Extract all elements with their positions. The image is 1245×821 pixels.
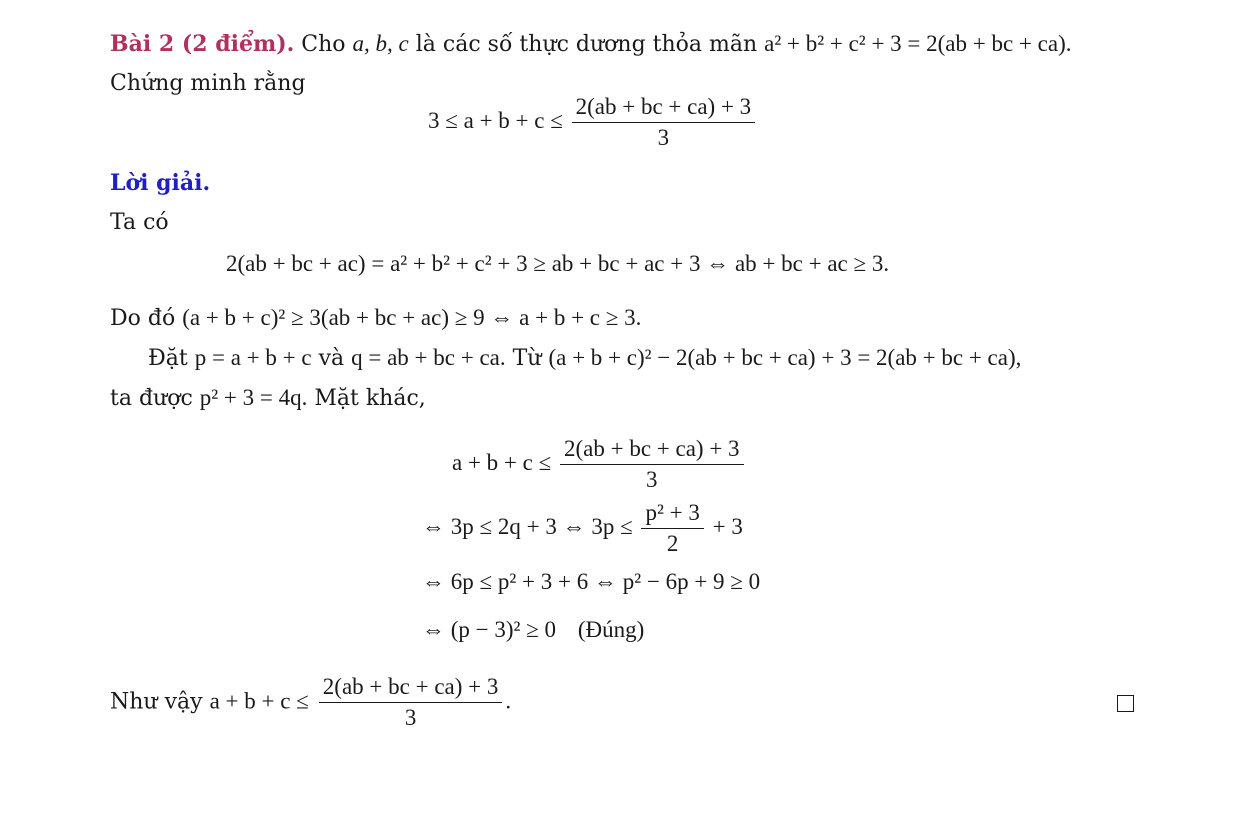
equation-1: 2(ab + bc + ac) = a² + b² + c² + 3 ≥ ab + bc + ac + 3 ⇔ ab + bc + ac ≥ 3. (226, 251, 890, 276)
main-inequality-fraction (572, 94, 756, 151)
step-4-note: (Đúng) (577, 617, 645, 642)
and-word: và (318, 346, 345, 371)
result-line (110, 384, 426, 413)
conclusion-line (110, 674, 511, 731)
fraction-numerator: 2(ab + bc + ca) + 3 (319, 674, 503, 703)
step-1 (452, 436, 747, 493)
fraction-denominator: 3 (657, 125, 670, 150)
step-2 (422, 500, 743, 557)
from-word: Từ (512, 346, 542, 371)
conclusion-fraction (319, 674, 503, 731)
fraction-denominator: 3 (404, 705, 417, 730)
therefore-line (110, 304, 641, 333)
we-have-text: Ta có (110, 210, 169, 235)
main-inequality (428, 94, 758, 151)
fraction-denominator: 3 (646, 467, 658, 492)
set-p: p = a + b + c (194, 345, 312, 370)
problem-vars: a, b, c (352, 31, 409, 56)
fraction-denominator: 2 (666, 531, 679, 556)
set-q: q = ab + bc + ca. (351, 345, 506, 370)
therefore-prefix: Do đó (110, 306, 176, 331)
step-4-expression: ⇔ (p − 3)² ≥ 0 (422, 617, 557, 642)
problem-intro: Cho (301, 32, 346, 57)
set-word: Đặt (148, 346, 188, 371)
substitution-line (148, 344, 1021, 373)
fraction-numerator: 2(ab + bc + ca) + 3 (572, 94, 756, 123)
fraction-numerator: 2(ab + bc + ca) + 3 (560, 436, 744, 465)
problem-condition: a² + b² + c² + 3 = 2(ab + bc + ca). (764, 31, 1072, 56)
main-inequality-lhs: 3 ≤ a + b + c ≤ (428, 107, 563, 133)
step-1-fraction (560, 436, 744, 493)
step-1-lhs: a + b + c ≤ (452, 449, 552, 475)
step-2-rhs: + 3 (712, 513, 743, 539)
qed-square-icon (1117, 695, 1134, 712)
get-prefix: ta được (110, 386, 193, 411)
get-expression: p² + 3 = 4q. (199, 385, 308, 410)
problem-condition-text: là các số thực dương thỏa mãn (415, 32, 758, 57)
solution-heading: Lời giải. (110, 170, 211, 196)
step-3: ⇔ 6p ≤ p² + 3 + 6 ⇔ p² − 6p + 9 ≥ 0 (422, 569, 761, 594)
prove-text: Chứng minh rằng (110, 71, 306, 96)
step-4 (422, 616, 644, 644)
other-text: Mặt khác, (314, 386, 426, 411)
problem-statement (110, 30, 1072, 59)
conclusion-period: . (505, 688, 512, 714)
from-expression: (a + b + c)² − 2(ab + bc + ca) + 3 = 2(ab + bc + ca), (548, 345, 1022, 370)
conclusion-lhs: a + b + c ≤ (209, 688, 309, 714)
step-2-fraction (641, 500, 703, 557)
problem-title: Bài 2 (2 điểm). (110, 31, 295, 57)
fraction-numerator: p² + 3 (641, 500, 703, 529)
therefore-expression: (a + b + c)² ≥ 3(ab + bc + ac) ≥ 9 ⇔ a + b + c ≥ 3. (182, 305, 642, 330)
step-2-lhs: ⇔ 3p ≤ 2q + 3 ⇔ 3p ≤ (422, 513, 633, 539)
conclusion-prefix: Như vậy (110, 689, 203, 715)
